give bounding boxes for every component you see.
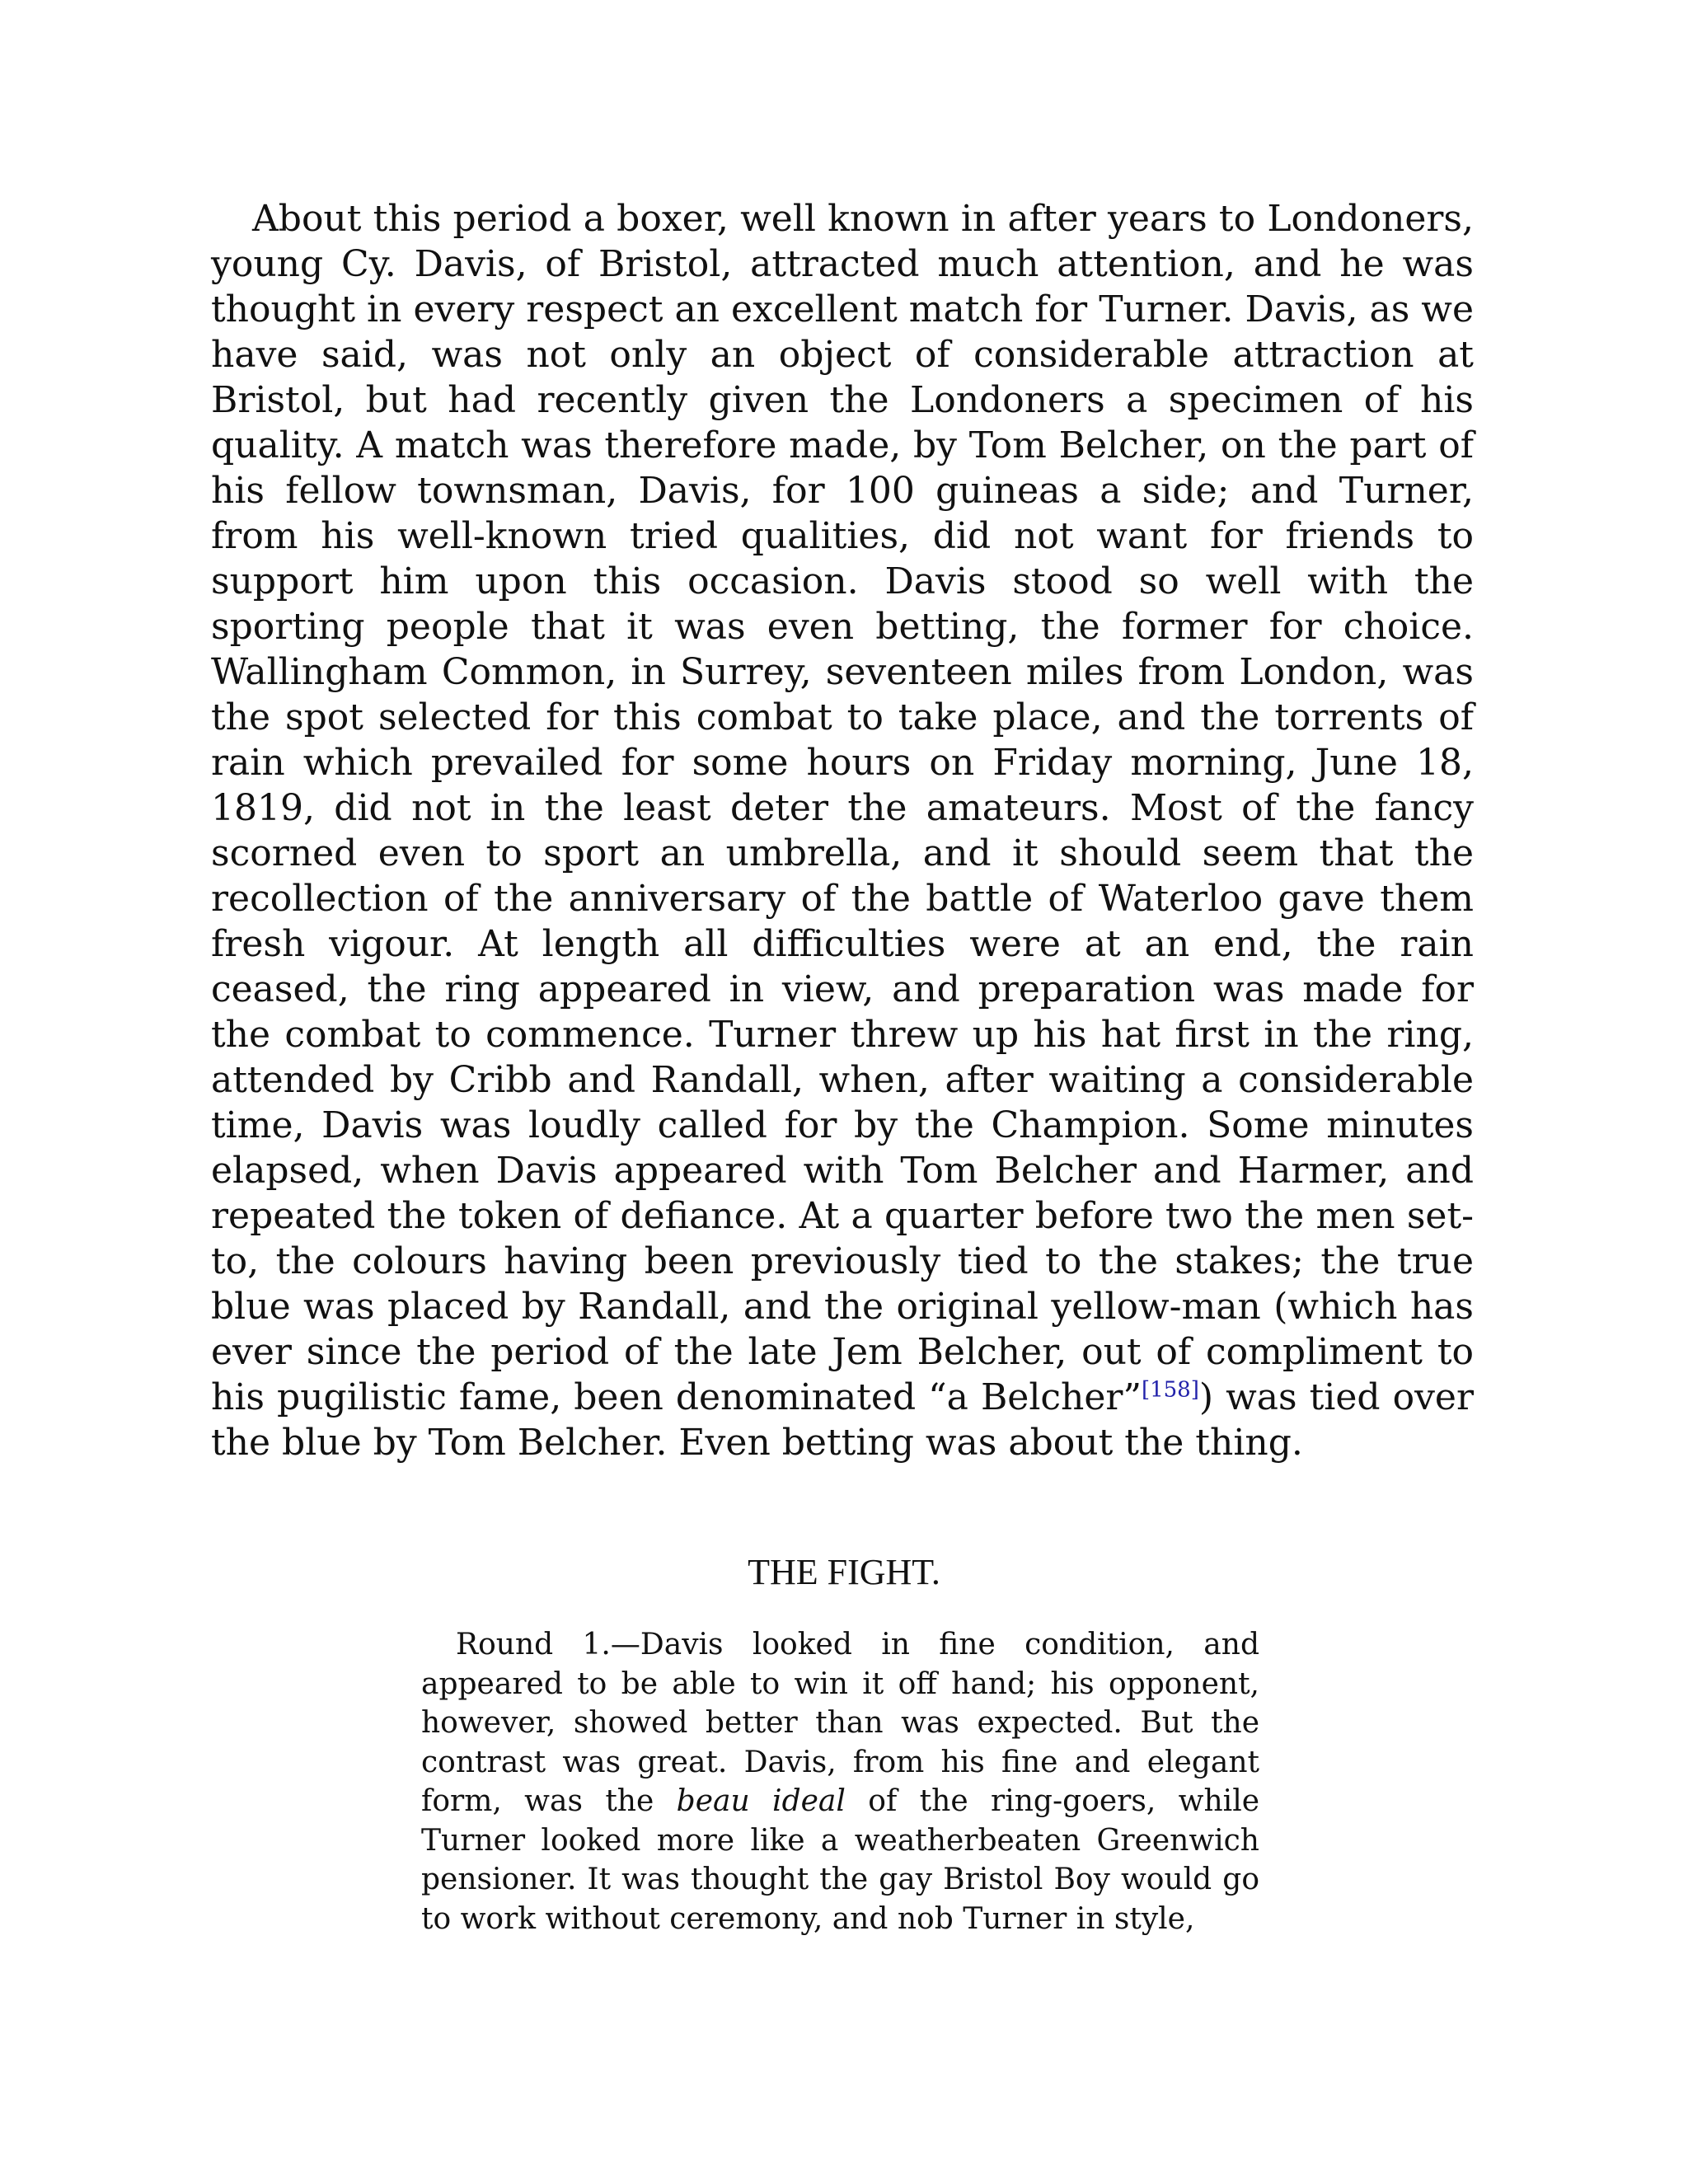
round-text-end: of the ring-goers, while Turner looked more like a weatherbeaten Greenwich pensioner. It was thought the gay Bristol Boy would go to work without ceremony, and nob Turner in style, xyxy=(421,1784,1260,1936)
section-heading: THE FIGHT. xyxy=(748,1552,940,1592)
body-paragraph xyxy=(211,196,1474,1465)
footnote-link-158[interactable]: [158] xyxy=(1141,1377,1199,1403)
round-paragraph xyxy=(421,1625,1259,1938)
body-text-before-footnote: About this period a boxer, well known in after years to Londoners, young Cy. Davis, of Bristol, attracted much attention, and he was thought in every respect an excellent match for Turner. Davis, as we have said, was not only an object of considerable attraction at Bristol, but had recently given the Londoners a specimen of his quality. A match was therefore made, by Tom Belcher, on the part of his fellow townsman, Davis, for 100 guineas a side; and Turner, from his well-known tried qualities, did not want for friends to support him upon this occasion. Davis stood so well with the sporting people that it was even betting, the former for choice. Wallingham Common, in Surrey, seventeen miles from London, was the spot selected for this combat to take place, and the torrents of rain which prevailed for some hours on Friday morning, June 18, 1819, did not in the least deter the amateurs. Most of the fancy scorned even to sport an umbrella, and it should seem that the recollection of the anniversary of the battle of Waterloo gave them fresh vigour. At length all difficulties were at an end, the rain ceased, the ring appeared in view, and preparation was made for the combat to commence. Turner threw up his hat first in the ring, attended by Cribb and Randall, when, after waiting a considerable time, Davis was loudly called for by the Champion. Some minutes elapsed, when Davis appeared with Tom Belcher and Harmer, and repeated the token of defiance. At a quarter before two the men set-to, the colours having been previously tied to the stakes; the true blue was placed by Randall, and the original yellow-man (which has ever since the period of the late Jem Belcher, out of compliment to his pugilistic fame, been denominated “a Belcher” xyxy=(211,198,1474,1418)
body-text-after-footnote: ) was tied over the blue by Tom Belcher. Even betting was about the thing. xyxy=(211,1376,1474,1464)
round-text-start: Round 1.—Davis looked in fine condition, and appeared to be able to win it off hand; his opponent, however, showed better than was expected. But the contrast was great. Davis, from his fine and elegant form, was the xyxy=(421,1628,1259,1818)
round-italic-phrase: beau ideal xyxy=(676,1784,846,1818)
